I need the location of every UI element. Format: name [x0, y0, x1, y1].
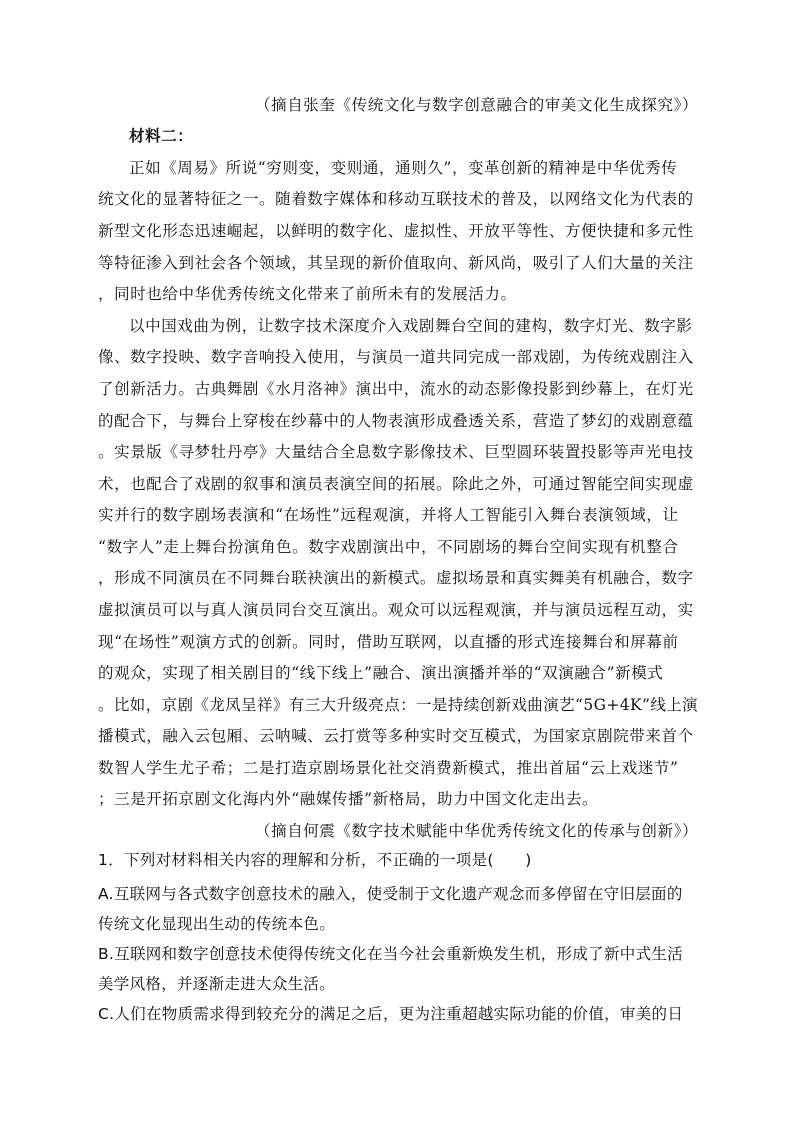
- material-2-heading: 材料二：: [129, 126, 194, 145]
- paragraph-line: 以中国戏曲为例，让数字技术深度介入戏剧舞台空间的建构，数字灯光、数字影: [129, 317, 693, 335]
- paragraph-line: ，同时也给中华优秀传统文化带来了前所未有的发展活力。: [98, 285, 517, 303]
- option-line: 传统文化显现出生动的传统本色。: [98, 915, 336, 933]
- paragraph-line: 现“在场性”观演方式的创新。同时，借助互联网，以直播的形式连接舞台和屏幕前: [98, 633, 679, 651]
- paragraph-line: ；三是开拓京剧文化海内外“融媒传播”新格局，助力中国文化走出去。: [98, 790, 599, 808]
- paragraph-line: 新型文化形态迅速崛起，以鲜明的数字化、虚拟性、开放平等性、方便快捷和多元性: [98, 222, 694, 240]
- paragraph-line: 数智人学生尤子希；二是打造京剧场景化社交消费新模式，推出首届“云上戏迷节”: [98, 759, 679, 777]
- paragraph-line: 的配合下，与舞台上穿梭在纱幕中的人物表演形成叠透关系，营造了梦幻的戏剧意蕴: [98, 412, 694, 430]
- paragraph-line: ，形成不同演员在不同舞台联袂演出的新模式。虚拟场景和真实舞美有机融合，数字: [98, 569, 694, 587]
- source-citation-2: （摘自何震《数字技术赋能中华优秀传统文化的传承与创新》）: [255, 822, 699, 840]
- option-line: 美学风格，并逐渐走进大众生活。: [98, 975, 336, 993]
- source-citation-1: （摘自张奎《传统文化与数字创意融合的审美文化生成探究》）: [255, 96, 699, 114]
- paragraph-line: 像、数字投映、数字音响投入使用，与演员一道共同完成一部戏剧，为传统戏剧注入: [98, 348, 694, 366]
- paragraph-line: 。比如，京剧《龙凤呈祥》有三大升级亮点：一是持续创新戏曲演艺“5G+4K”线上演: [98, 696, 699, 714]
- paragraph-line: 的观众，实现了相关剧目的“线下线上”融合、演出演播并举的“双演融合”新模式: [98, 664, 664, 682]
- option-line: A.互联网与各式数字创意技术的融入，使受制于文化遗产观念而多停留在守旧层面的: [98, 885, 683, 903]
- paragraph-line: 正如《周易》所说“穷则变，变则通，通则久”，变革创新的精神是中华优秀传: [129, 159, 678, 177]
- paragraph-line: 。实景版《寻梦牡丹亭》大量结合全息数字影像技术、巨型圆环装置投影等声光电技: [98, 443, 694, 461]
- paragraph-line: 等特征渗入到社会各个领域，其呈现的新价值取向、新风尚，吸引了人们大量的关注: [98, 254, 694, 272]
- option-line: B.互联网和数字创意技术使得传统文化在当今社会重新焕发生机，形成了新中式生活: [98, 945, 683, 963]
- option-line: C.人们在物质需求得到较充分的满足之后，更为注重超越实际功能的价值，审美的日: [98, 1005, 684, 1023]
- paragraph-line: 统文化的显著特征之一。随着数字媒体和移动互联技术的普及，以网络文化为代表的: [98, 190, 694, 208]
- paragraph-line: “数字人”走上舞台扮演角色。数字戏剧演出中，不同剧场的舞台空间实现有机整合: [98, 538, 679, 556]
- paragraph-line: 术，也配合了戏剧的叙事和演员表演空间的拓展。除此之外，可通过智能空间实现虚: [98, 475, 694, 493]
- paragraph-line: 虚拟演员可以与真人演员同台交互演出。观众可以远程观演，并与演员远程互动，实: [98, 601, 694, 619]
- paragraph-line: 播模式，融入云包厢、云呐喊、云打赏等多种实时交互模式，为国家京剧院带来首个: [98, 727, 694, 745]
- question-stem: 1．下列对材料相关内容的理解和分析，不正确的一项是( ): [98, 851, 532, 869]
- paragraph-line: 实并行的数字剧场表演和“在场性”远程观演，并将人工智能引入舞台表演领域，让: [98, 506, 679, 524]
- paragraph-line: 了创新活力。古典舞剧《水月洛神》演出中，流水的动态影像投影到纱幕上，在灯光: [98, 380, 694, 398]
